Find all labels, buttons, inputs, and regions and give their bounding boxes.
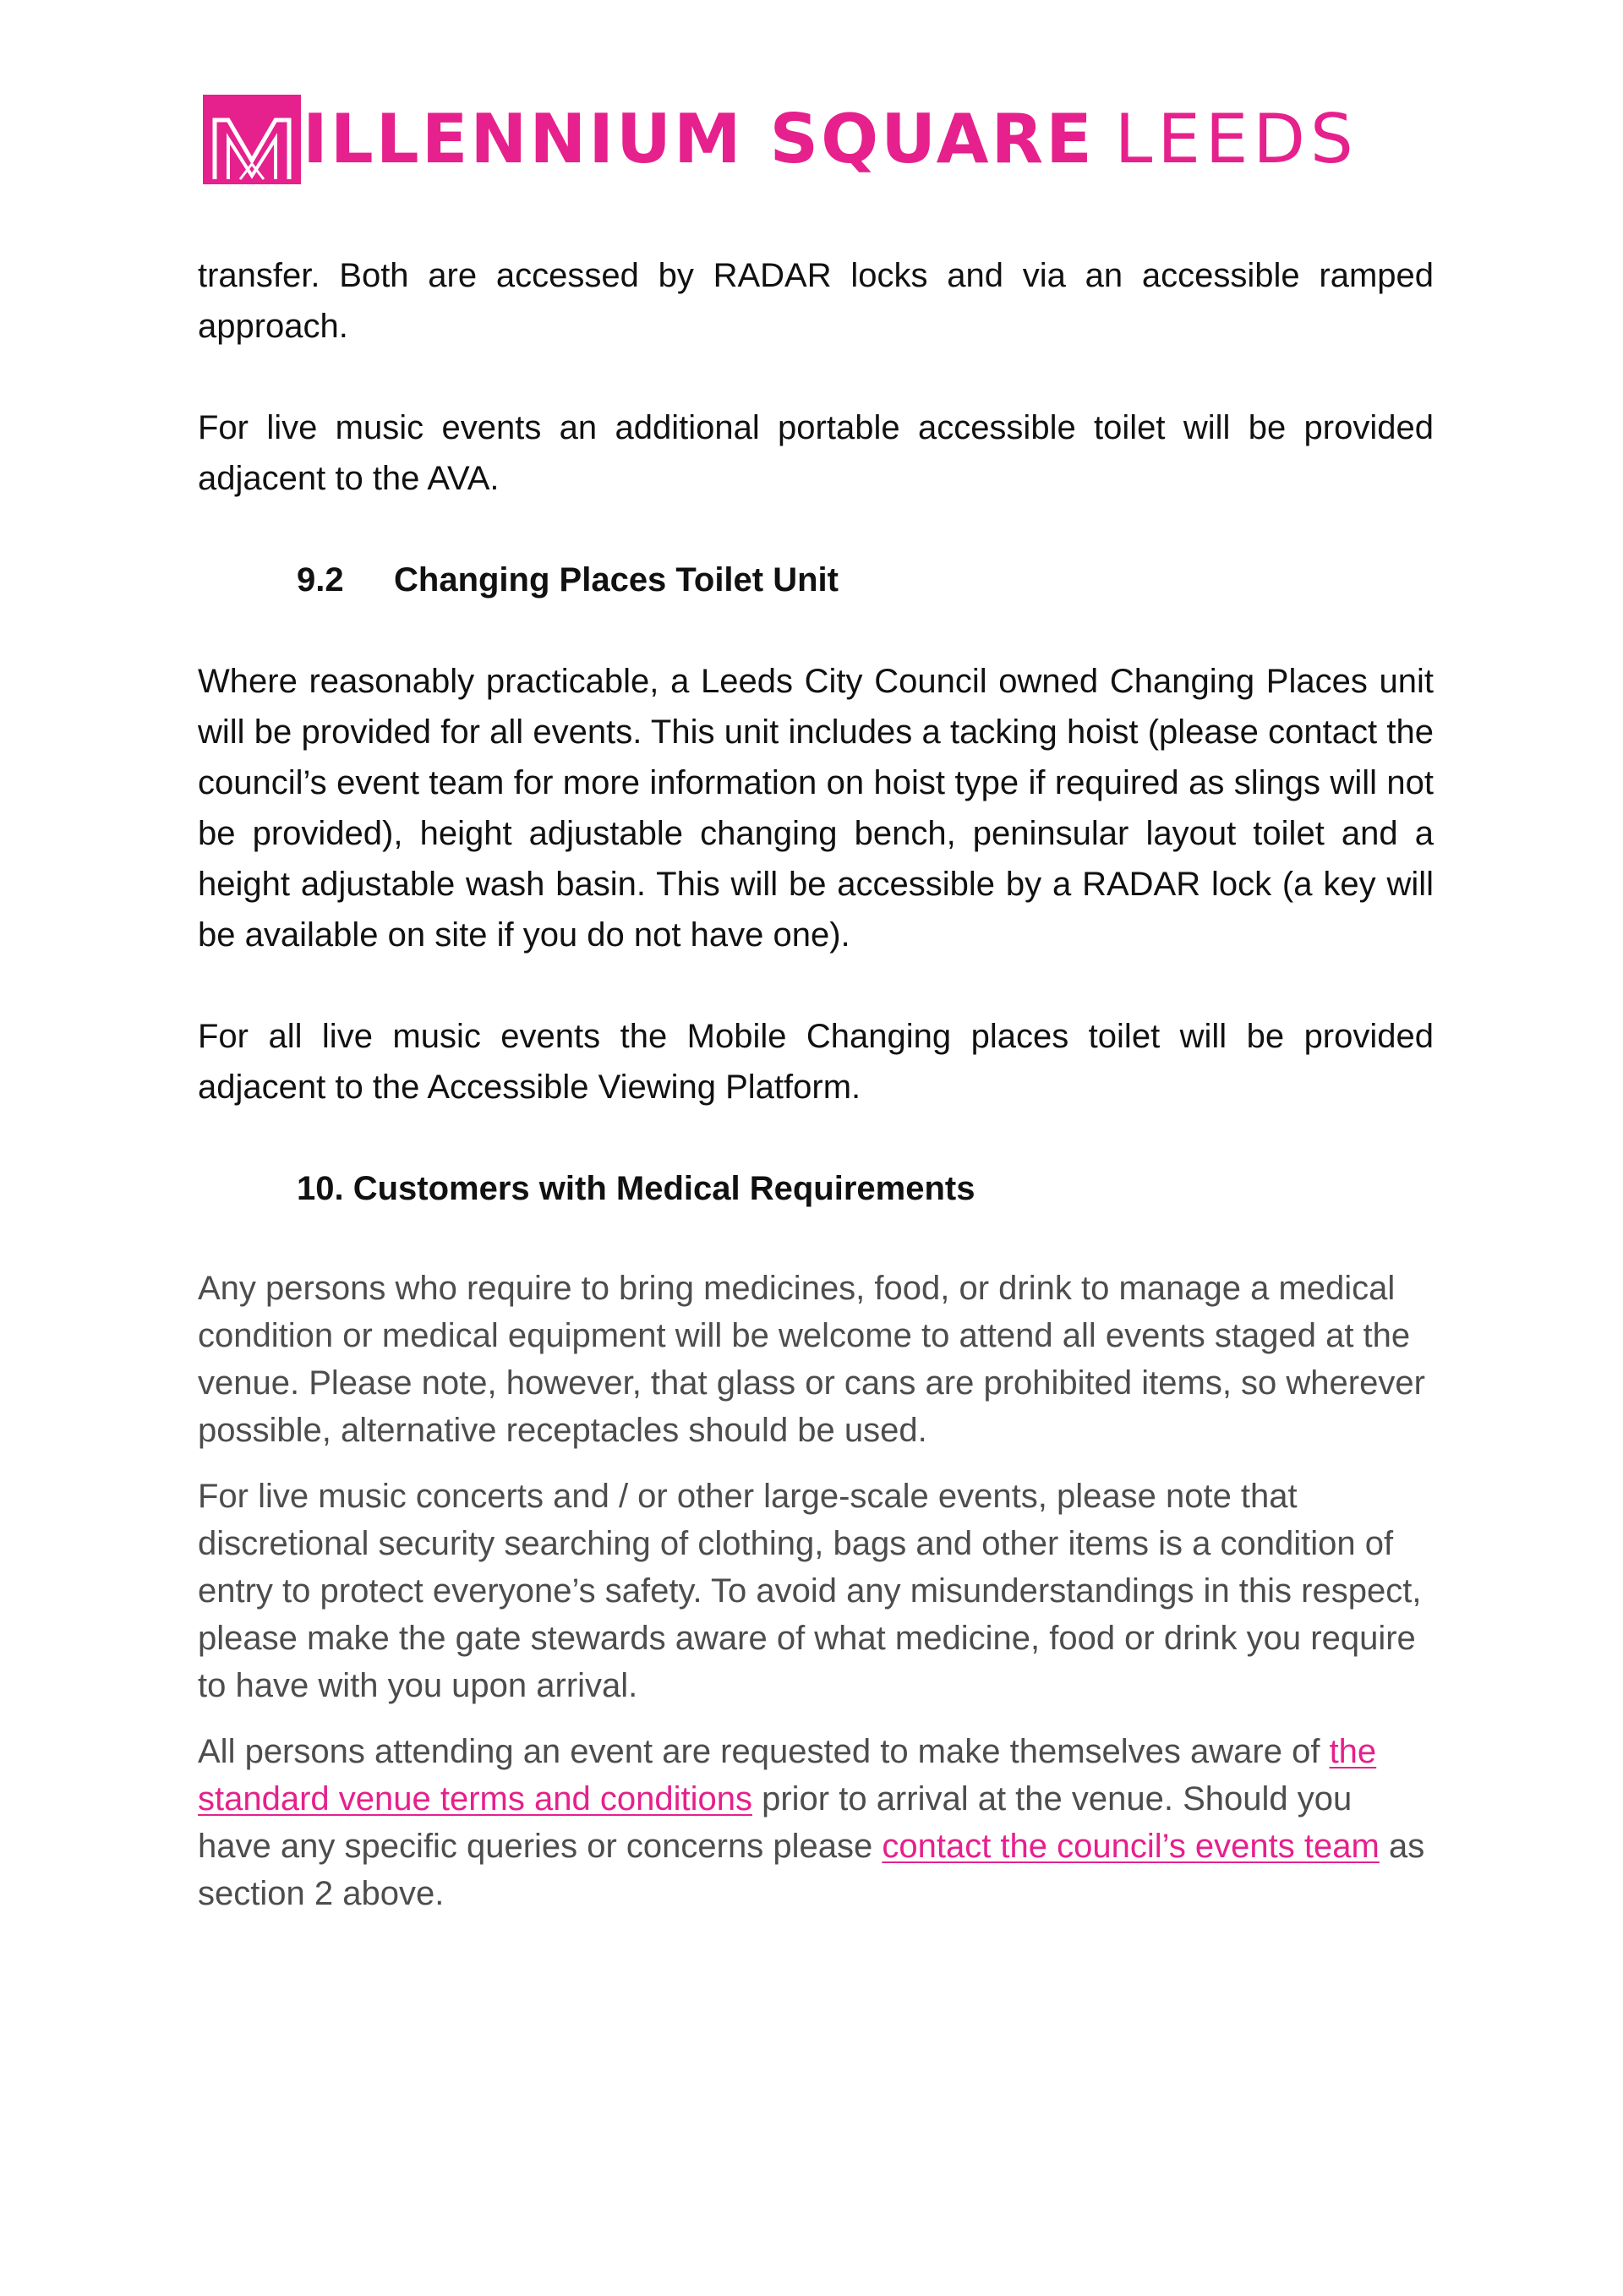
section-number: 9.2 xyxy=(297,561,344,599)
millennium-square-leeds-logo xyxy=(203,93,1358,186)
terms-text-end: as section 2 above. xyxy=(198,1828,1425,1912)
logo-light-text: LEEDS xyxy=(1114,100,1358,178)
paragraph-terms-and-contact xyxy=(198,1728,1434,1917)
logo-bold-text: ILLENNIUM SQUARE xyxy=(303,100,1095,178)
document-body xyxy=(198,250,1434,1936)
paragraph-changing-places-unit: Where reasonably practicable, a Leeds City Council owned Changing Places unit will be provided for all events. This unit includes a tacking hoist (please contact the council’s event team for more information on hoist type if required as slings will not be provided), height adjustable changing bench, peninsular layout toilet and a height adjustable wash basin. This will be accessible by a RADAR lock (a key will be available on site if you do not have one). xyxy=(198,663,1434,954)
paragraph-medicines: Any persons who require to bring medicines, food, or drink to manage a medical condition or medical equipment will be welcome to attend all events staged at the venue. Please note, however, that glass or cans are prohibited items, so wherever possible, alternative receptacles should be used. xyxy=(198,1270,1425,1449)
section-title: Changing Places Toilet Unit xyxy=(394,561,839,599)
paragraph-security-searching: For live music concerts and / or other large-scale events, please note that discretional security searching of clothing, bags and other items is a condition of entry to protect everyone’s safety. To avoid any misunderstandings in this respect, please make the gate stewards aware of what medicine, food or drink you require to have with you upon arrival. xyxy=(198,1478,1422,1704)
terms-text-start: All persons attending an event are requested to make themselves aware of xyxy=(198,1733,1330,1770)
paragraph-mobile-changing-places: For all live music events the Mobile Changing places toilet will be provided adjacent to the Accessible Viewing Platform. xyxy=(198,1018,1434,1106)
paragraph-transfer: transfer. Both are accessed by RADAR locks and via an accessible ramped approach. xyxy=(198,257,1434,345)
contact-events-team-link[interactable]: contact the council’s events team xyxy=(882,1828,1380,1865)
terms-and-conditions-link[interactable]: the standard venue terms and conditions xyxy=(198,1733,1377,1818)
section-title: 10. Customers with Medical Requirements xyxy=(297,1170,975,1207)
section-heading-10 xyxy=(297,1163,1434,1214)
paragraph-portable-toilet: For live music events an additional portable accessible toilet will be provided adjacent to the AVA. xyxy=(198,409,1434,497)
section-heading-9-2 xyxy=(297,555,1434,605)
logo-m-mark-icon xyxy=(203,95,301,184)
terms-text-middle: prior to arrival at the venue. Should you have any specific queries or concerns please xyxy=(198,1780,1352,1865)
